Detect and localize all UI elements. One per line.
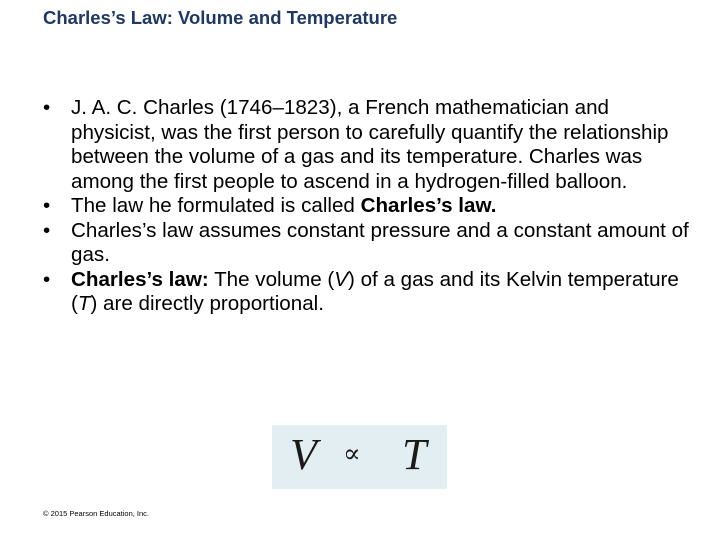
formula-box: [272, 425, 447, 489]
bullet-list: [43, 96, 698, 317]
bullet-text: ) are directly proportional.: [90, 292, 324, 315]
bullet-bold-term: Charles’s law.: [360, 194, 497, 217]
bullet-text: J. A. C. Charles (1746–1823), a French mathematician and physicist, was the first person to carefully quantify the relationship between the volume of a gas and its temperature. Charles was among the first people to ascend in a hydrogen-filled balloon.: [71, 96, 669, 193]
bullet-item: [43, 96, 698, 194]
proportional-symbol: ∝: [343, 439, 361, 469]
bullet-text: The law he formulated is called: [71, 194, 361, 217]
bullet-bold-term: Charles’s law:: [71, 267, 209, 291]
bullet-marker: •: [43, 218, 51, 242]
bullet-marker: •: [43, 267, 51, 291]
variable-t: T: [77, 292, 91, 315]
slide-title: Charles’s Law: Volume and Temperature: [43, 7, 398, 28]
bullet-marker: •: [43, 194, 51, 217]
copyright-notice: © 2015 Pearson Education, Inc.: [43, 509, 150, 518]
bullet-text: The volume (: [208, 267, 335, 291]
bullet-item: [43, 219, 698, 268]
formula-volume: V: [290, 430, 317, 479]
formula-temperature: T: [402, 430, 427, 479]
bullet-text: Charles’s law assumes constant pressure and a constant amount of gas.: [71, 218, 689, 266]
variable-v: V: [334, 267, 349, 291]
bullet-text: ) of a gas and its Kelvin temperature (: [71, 267, 679, 315]
bullet-marker: •: [43, 96, 51, 119]
bullet-item: [43, 268, 698, 317]
bullet-item: [43, 194, 698, 219]
